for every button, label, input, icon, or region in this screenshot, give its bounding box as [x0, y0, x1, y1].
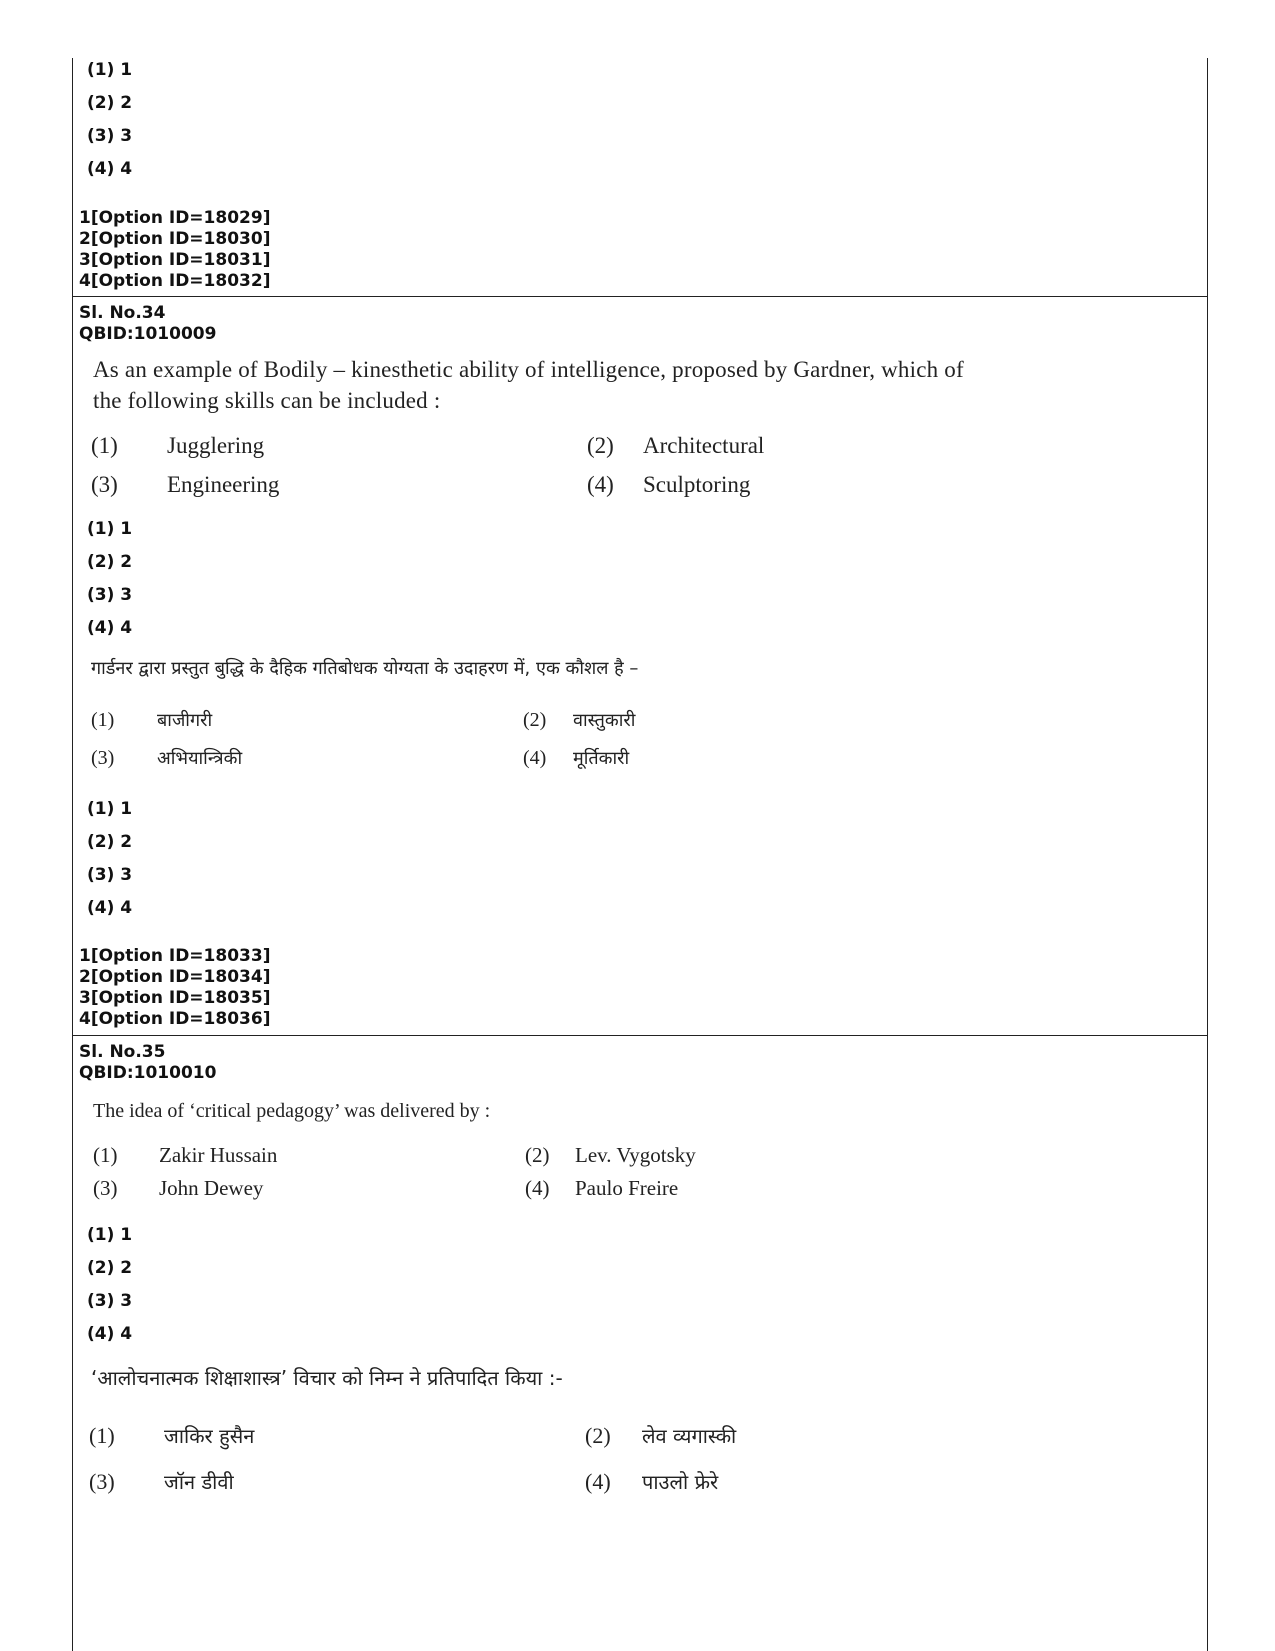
- option-id-1: 1[Option ID=18033]: [79, 946, 271, 966]
- answer-choice-4: (4) 4: [87, 898, 133, 918]
- answer-choice-1: (1) 1: [87, 799, 133, 819]
- answer-choice-2: (2) 2: [87, 1258, 133, 1278]
- answer-choice-4: (4) 4: [87, 1324, 133, 1344]
- question-bank-id: QBID:1010010: [79, 1063, 217, 1083]
- hindi-option-3: (3) जॉन डीवी: [89, 1469, 234, 1494]
- answer-choice-1: (1) 1: [87, 519, 133, 539]
- option-1: (1) Jugglering: [91, 433, 265, 458]
- answer-choice-3: (3) 3: [87, 585, 133, 605]
- option-3: (3) John Dewey: [93, 1176, 264, 1200]
- hindi-option-2: (2) लेव व्यगास्की: [585, 1423, 737, 1448]
- option-2: (2) Architectural: [587, 433, 765, 458]
- answer-choice-1: (1) 1: [87, 60, 133, 80]
- option-id-2: 2[Option ID=18034]: [79, 967, 271, 987]
- question-stem-hindi: ‘आलोचनात्मक शिक्षाशास्त्र’ विचार को निम्न ने प्रतिपादित किया :-: [91, 1366, 563, 1390]
- option-3: (3) Engineering: [91, 472, 280, 497]
- answer-choice-3: (3) 3: [87, 865, 133, 885]
- question-paper-frame: [72, 58, 1208, 1651]
- option-id-2: 2[Option ID=18030]: [79, 229, 271, 249]
- option-id-4: 4[Option ID=18032]: [79, 271, 271, 291]
- option-4: (4) Paulo Freire: [525, 1176, 679, 1200]
- answer-choice-2: (2) 2: [87, 93, 133, 113]
- option-id-3: 3[Option ID=18031]: [79, 250, 271, 270]
- option-id-1: 1[Option ID=18029]: [79, 208, 271, 228]
- answer-choice-4: (4) 4: [87, 618, 133, 638]
- question-stem-english: As an example of Bodily – kinesthetic ability of intelligence, proposed by Gardner, which of the following skills can be included :: [93, 357, 964, 413]
- hindi-option-2: (2) वास्तुकारी: [523, 709, 636, 731]
- answer-choice-2: (2) 2: [87, 552, 133, 572]
- answer-choice-1: (1) 1: [87, 1225, 133, 1245]
- answer-choice-2: (2) 2: [87, 832, 133, 852]
- section-divider: [73, 1035, 1207, 1036]
- hindi-option-1: (1) बाजीगरी: [91, 709, 213, 731]
- hindi-option-4: (4) मूर्तिकारी: [523, 747, 630, 769]
- answer-choice-4: (4) 4: [87, 159, 133, 179]
- question-bank-id: QBID:1010009: [79, 324, 217, 344]
- section-divider: [73, 296, 1207, 297]
- option-1: (1) Zakir Hussain: [93, 1143, 278, 1167]
- option-2: (2) Lev. Vygotsky: [525, 1143, 696, 1167]
- hindi-option-1: (1) जाकिर हुसैन: [89, 1423, 255, 1448]
- option-id-4: 4[Option ID=18036]: [79, 1009, 271, 1029]
- option-4: (4) Sculptoring: [587, 472, 751, 497]
- serial-number: Sl. No.35: [79, 1042, 166, 1062]
- hindi-option-3: (3) अभियान्त्रिकी: [91, 747, 243, 769]
- hindi-option-4: (4) पाउलो फ्रेरे: [585, 1469, 719, 1494]
- answer-choice-3: (3) 3: [87, 1291, 133, 1311]
- question-stem-english: The idea of ‘critical pedagogy’ was delivered by :: [93, 1100, 491, 1122]
- answer-choice-3: (3) 3: [87, 126, 133, 146]
- option-id-3: 3[Option ID=18035]: [79, 988, 271, 1008]
- serial-number: Sl. No.34: [79, 303, 166, 323]
- question-stem-hindi: गार्डनर द्वारा प्रस्तुत बुद्धि के दैहिक गतिबोधक योग्यता के उदाहरण में, एक कौशल है –: [91, 658, 639, 679]
